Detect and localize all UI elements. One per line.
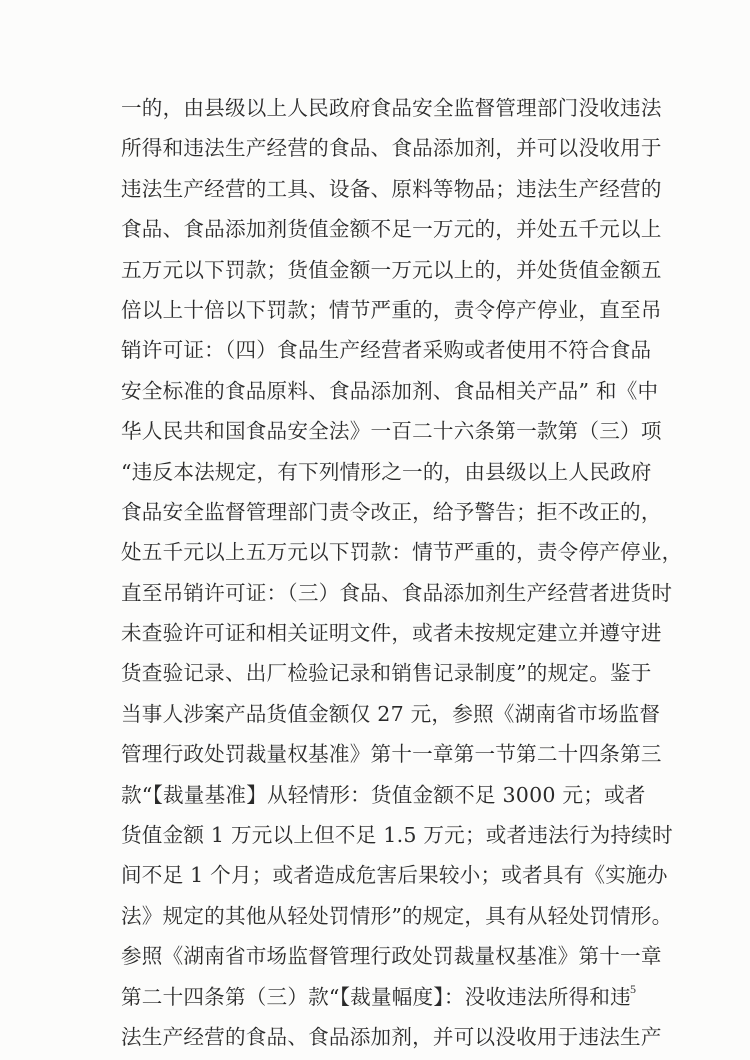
text-line: 违法生产经营的工具、设备、原料等物品；违法生产经营的 <box>121 176 662 201</box>
page-number: 5 <box>630 982 636 996</box>
text-line: 五万元以下罚款；货值金额一万元以上的，并处货值金额五 <box>121 257 662 282</box>
text-line: 货值金额 1 万元以上但不足 1.5 万元；或者违法行为持续时 <box>121 823 673 848</box>
text-line: 安全标准的食品原料、食品添加剂、食品相关产品” 和《中 <box>121 378 659 403</box>
text-line: 参照《湖南省市场监督管理行政处罚裁量权基准》第十一章 <box>121 944 662 969</box>
text-line: 直至吊销许可证：（三）食品、食品添加剂生产经营者进货时 <box>121 580 673 605</box>
text-line: 未查验许可证和相关证明文件，或者未按规定建立并遵守进 <box>121 621 662 646</box>
text-line: 款“【裁量基准】从轻情形：货值金额不足 3000 元；或者 <box>121 782 646 807</box>
text-line: 第二十四条第（三）款“【裁量幅度】：没收违法所得和违 <box>121 984 631 1009</box>
text-line: “违反本法规定，有下列情形之一的，由县级以上人民政府 <box>121 459 652 484</box>
text-line: 所得和违法生产经营的食品、食品添加剂，并可以没收用于 <box>121 136 662 161</box>
text-line: 法生产经营的食品、食品添加剂，并可以没收用于违法生产 <box>121 1024 662 1049</box>
text-line: 销许可证：（四）食品生产经营者采购或者使用不符合食品 <box>121 338 652 363</box>
text-line: 货查验记录、出厂检验记录和销售记录制度”的规定。鉴于 <box>121 661 652 686</box>
text-line: 管理行政处罚裁量权基准》第十一章第一节第二十四条第三 <box>121 742 662 767</box>
body-text <box>121 88 683 1057</box>
text-line: 食品安全监督管理部门责令改正，给予警告；拒不改正的， <box>121 499 662 524</box>
text-line: 倍以上十倍以下罚款；情节严重的，责令停产停业，直至吊 <box>121 297 662 322</box>
text-line: 华人民共和国食品安全法》一百二十六条第一款第（三）项 <box>121 419 662 444</box>
text-line: 处五千元以上五万元以下罚款：情节严重的，责令停产停业， <box>121 540 683 565</box>
text-line: 食品、食品添加剂货值金额不足一万元的，并处五千元以上 <box>121 217 662 242</box>
text-line: 间不足 1 个月；或者造成危害后果较小；或者具有《实施办 <box>121 863 668 888</box>
text-line: 一的，由县级以上人民政府食品安全监督管理部门没收违法 <box>121 96 662 120</box>
text-line: 法》规定的其他从轻处罚情形”的规定，具有从轻处罚情形。 <box>121 903 673 928</box>
text-line: 当事人涉案产品货值金额仅 27 元，参照《湖南省市场监督 <box>121 701 661 726</box>
